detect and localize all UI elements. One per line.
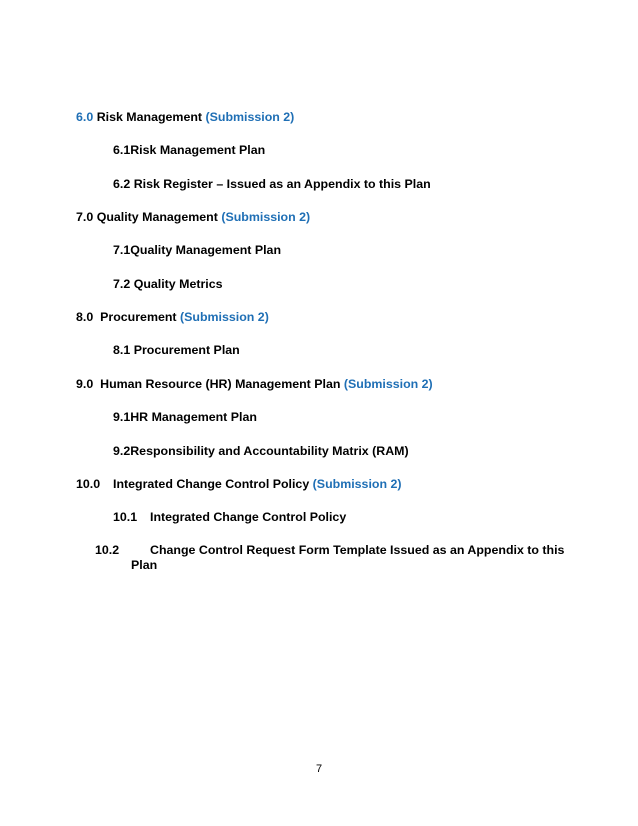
section-number: 8.0: [76, 310, 94, 324]
section-number: 7.0: [76, 210, 94, 224]
section-heading-6: [76, 110, 294, 125]
section-title: Human Resource (HR) Management Plan: [100, 377, 341, 391]
subsection-number: 9.2: [113, 444, 131, 458]
subsection-number: 10.1: [113, 510, 138, 524]
subsection-6-1: [113, 143, 265, 158]
section-heading-8: [76, 310, 269, 325]
subsection-6-2: [113, 177, 431, 192]
subsection-number: 6.2: [113, 177, 131, 191]
subsection-number: 10.2: [95, 543, 120, 557]
subsection-title: Quality Metrics: [133, 277, 223, 291]
section-title: Risk Management: [96, 110, 203, 124]
subsection-title: Responsibility and Accountability Matrix (RAM): [130, 444, 409, 458]
section-number: 10.0: [76, 477, 101, 491]
submission-tag: (Submission 2): [205, 110, 295, 124]
subsection-9-2: [113, 444, 409, 459]
subsection-title: Quality Management Plan: [130, 243, 282, 257]
subsection-number: 6.1: [113, 143, 131, 157]
subsection-7-2: [113, 277, 223, 292]
subsection-10-2: [95, 543, 591, 573]
submission-tag: (Submission 2): [221, 210, 311, 224]
page-number: 7: [315, 763, 323, 775]
subsection-title: Risk Register – Issued as an Appendix to this Plan: [133, 177, 431, 191]
subsection-number: 9.1: [113, 410, 131, 424]
subsection-title: HR Management Plan: [130, 410, 257, 424]
section-number: 9.0: [76, 377, 94, 391]
subsection-8-1: [113, 343, 240, 358]
section-heading-9: [76, 377, 433, 392]
subsection-title: Risk Management Plan: [130, 143, 266, 157]
subsection-title: Integrated Change Control Policy: [150, 510, 347, 524]
subsection-number: 8.1: [113, 343, 131, 357]
subsection-10-1: [113, 510, 346, 525]
subsection-7-1: [113, 243, 281, 258]
submission-tag: (Submission 2): [180, 310, 269, 324]
section-title: Integrated Change Control Policy: [113, 477, 310, 491]
subsection-number: 7.1: [113, 243, 131, 257]
subsection-title: Procurement Plan: [133, 343, 240, 357]
section-number: 6.0: [76, 110, 94, 124]
section-title: Quality Management: [96, 210, 218, 224]
subsection-title: Change Control Request Form Template Issued as an Appendix to this Plan: [131, 543, 565, 572]
submission-tag: (Submission 2): [343, 377, 433, 391]
subsection-9-1: [113, 410, 257, 425]
subsection-number: 7.2: [113, 277, 131, 291]
section-heading-10: [76, 477, 401, 492]
section-title: Procurement: [100, 310, 177, 324]
submission-tag: (Submission 2): [312, 477, 402, 491]
section-heading-7: [76, 210, 310, 225]
